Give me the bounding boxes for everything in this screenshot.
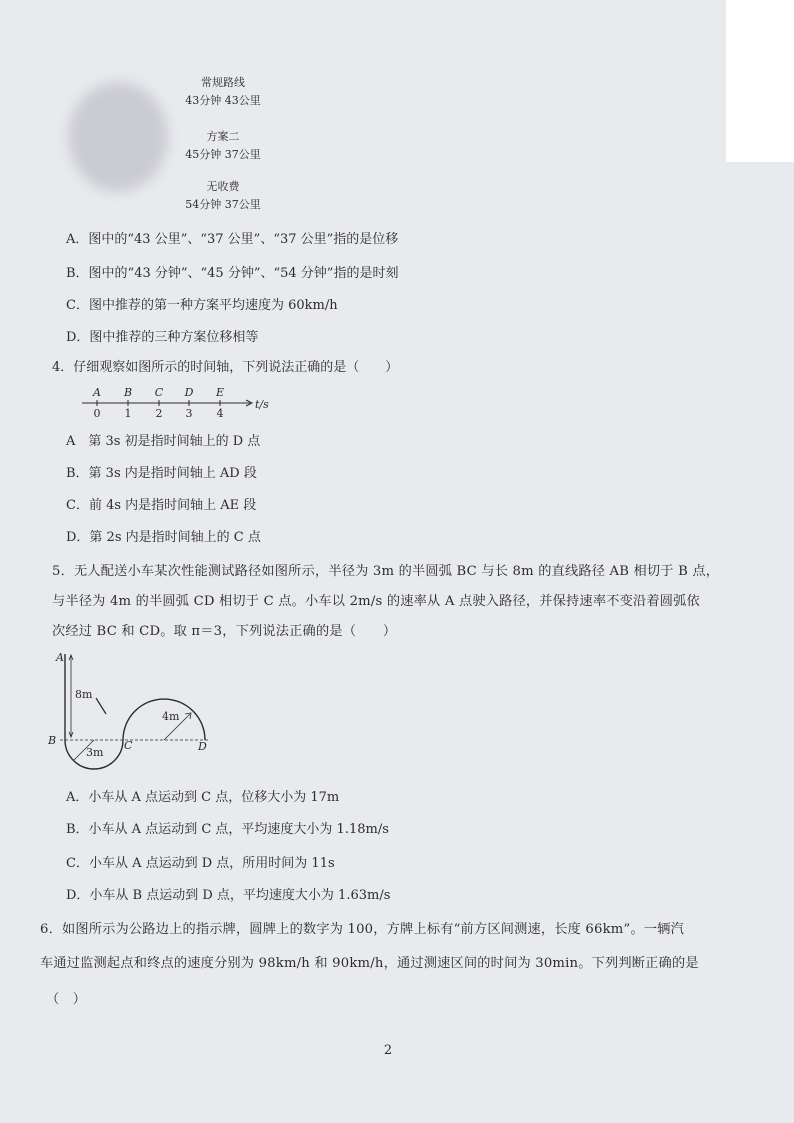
- label-c: C: [124, 739, 133, 752]
- q6-stem-line-3: （ ）: [46, 992, 87, 1007]
- q5-option-b: B．小车从 A 点运动到 C 点，平均速度大小为 1.18m/s: [66, 822, 389, 837]
- q3-option-a: A．图中的“43 公里”、“37 公里”、“37 公里”指的是位移: [66, 232, 399, 247]
- route-3: [178, 178, 268, 214]
- time-axis-figure: [78, 384, 278, 420]
- q3-option-c: C．图中推荐的第一种方案平均速度为 60km/h: [66, 298, 338, 313]
- axis-letter-c: C: [154, 386, 164, 399]
- scan-smudge: [68, 82, 168, 192]
- route-info: 45分钟 37公里: [185, 148, 261, 161]
- label-3m: 3m: [86, 746, 104, 759]
- axis-letter-b: B: [123, 386, 133, 399]
- q4-option-b: B．第 3s 内是指时间轴上 AD 段: [66, 466, 257, 481]
- q5-stem-line-2: 与半径为 4m 的半圆弧 CD 相切于 C 点。小车以 2m/s 的速率从 A 点驶入路径，并保持速率不变沿着圆弧依: [52, 594, 700, 609]
- axis-number-0: 0: [93, 407, 101, 420]
- q3-option-d: D．图中推荐的三种方案位移相等: [66, 330, 259, 345]
- route-name: 方案二: [206, 130, 240, 143]
- q6-stem-line-2: 车通过监测起点和终点的速度分别为 98km/h 和 90km/h，通过测速区间的时间为 30min。下列判断正确的是: [40, 956, 699, 971]
- q4-option-d: D．第 2s 内是指时间轴上的 C 点: [66, 530, 261, 545]
- q4-option-c: C．前 4s 内是指时间轴上 AE 段: [66, 498, 257, 513]
- route-info: 54分钟 37公里: [185, 198, 261, 211]
- axis-number-2: 2: [155, 407, 163, 420]
- q4-option-a: A 第 3s 初是指时间轴上的 D 点: [66, 434, 261, 449]
- label-4m: 4m: [162, 710, 180, 723]
- axis-letter-a: A: [93, 386, 101, 399]
- axis-number-3: 3: [185, 407, 193, 420]
- route-name: 无收费: [206, 180, 240, 193]
- page-number: 2: [383, 1043, 393, 1058]
- pen-mark: [96, 698, 106, 714]
- q5-stem-line-1: 5．无人配送小车某次性能测试路径如图所示，半径为 3m 的半圆弧 BC 与长 8m 的直线路径 AB 相切于 B 点，: [52, 564, 720, 579]
- axis-number-4: 4: [216, 407, 224, 420]
- route-name: 常规路线: [201, 76, 245, 89]
- axis-letter-d: D: [184, 386, 194, 399]
- label-a: A: [56, 651, 64, 664]
- label-d: D: [198, 740, 207, 753]
- scan-white-corner: [726, 0, 794, 162]
- q3-option-b: B．图中的“43 分钟”、“45 分钟”、“54 分钟”指的是时刻: [66, 266, 399, 281]
- q5-stem-line-3: 次经过 BC 和 CD。取 π＝3，下列说法正确的是（ ）: [52, 624, 397, 639]
- q5-option-a: A．小车从 A 点运动到 C 点，位移大小为 17m: [66, 790, 340, 805]
- q4-stem: 4．仔细观察如图所示的时间轴，下列说法正确的是（ ）: [52, 360, 399, 375]
- axis-number-1: 1: [124, 407, 132, 420]
- route-1: [178, 74, 268, 110]
- route-2: [178, 128, 268, 164]
- label-b: B: [48, 734, 57, 747]
- label-8m: 8m: [75, 688, 93, 701]
- route-info: 43分钟 43公里: [185, 94, 261, 107]
- q5-option-d: D．小车从 B 点运动到 D 点，平均速度大小为 1.63m/s: [66, 888, 391, 903]
- path-figure: [44, 648, 224, 776]
- q6-stem-line-1: 6．如图所示为公路边上的指示牌，圆牌上的数字为 100，方牌上标有“前方区间测速，长度 66km”。一辆汽: [40, 922, 684, 937]
- axis-unit: t/s: [255, 398, 269, 411]
- q5-option-c: C．小车从 A 点运动到 D 点，所用时间为 11s: [66, 856, 335, 871]
- axis-letter-e: E: [215, 386, 225, 399]
